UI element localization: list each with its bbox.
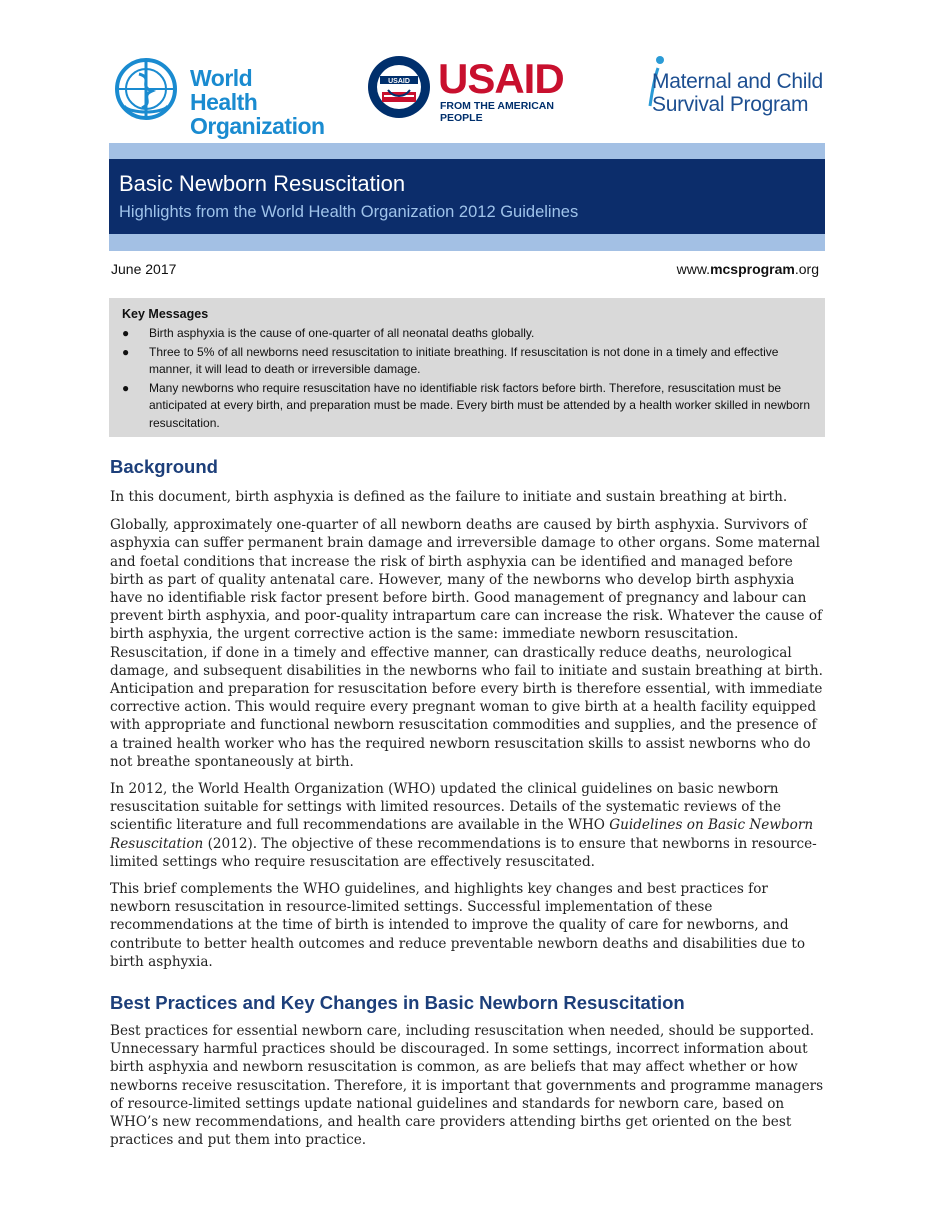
guidelines-citation: Guidelines on Basic Newborn Resuscitation: [110, 817, 814, 852]
who-emblem-icon: [110, 56, 182, 122]
banner-bottom-stripe: [109, 234, 825, 251]
main-content: [110, 456, 826, 1150]
key-messages-title: Key Messages: [122, 307, 209, 321]
usaid-logo: [366, 52, 598, 124]
document-title: Basic Newborn Resuscitation: [119, 171, 406, 196]
usaid-wordmark: USAID: [438, 55, 564, 102]
bullet-icon: ●: [122, 326, 130, 340]
key-messages-list: [122, 325, 812, 433]
title-banner: [109, 159, 825, 234]
document-subtitle: Highlights from the World Health Organization 2012 Guidelines: [119, 203, 579, 221]
bullet-icon: ●: [122, 380, 130, 395]
best-practices-paragraph-1: Best practices for essential newborn care, including resuscitation when needed, should be supported. Unnecessary harmful practices should be discouraged. In some settings, incorrect information about birth asphyxia and newborn resuscitation is common, as are beliefs that may affect whether or how newborns receive resuscitation. Therefore, it is important that governments and programme managers of resource-limited settings update national guidelines and standards for newborn care, based on WHO’s new recommendations, and health care providers attending births get oriented on the best practices and put them into practice.: [110, 1023, 824, 1149]
bullet-icon: ●: [122, 344, 130, 359]
key-messages-box: [109, 298, 825, 437]
best-practices-heading: Best Practices and Key Changes in Basic Newborn Resuscitation: [110, 992, 685, 1014]
svg-text:USAID: USAID: [388, 78, 410, 85]
mcsp-wordmark: Maternal and Child Survival Program: [652, 70, 823, 116]
key-message-item: ● Birth asphyxia is the cause of one-quarter of all neonatal deaths globally.: [122, 325, 812, 343]
background-paragraph-3: In 2012, the World Health Organization (WHO) updated the clinical guidelines on basic newborn resuscitation suitable for settings with limited resources. Details of the systematic reviews of the scientific literature and full recommendations are available in the WHO Guidelines on Basic Newborn Resuscitation (2012). The objective of these recommendations is to ensure that newborns in resource-limited settings who require resuscitation are effectively resuscitated.: [110, 781, 817, 870]
background-paragraph-2: Globally, approximately one-quarter of all newborn deaths are caused by birth asphyxia. Survivors of asphyxia can suffer permanent brain damage and irreversible damage to other organs. Some maternal and foetal conditions that increase the risk of birth asphyxia can be identified and managed before birth as part of quality antenatal care. However, many of the newborns who develop birth asphyxia have no identifiable risk factor present before birth. Good management of pregnancy and labour can prevent birth asphyxia, and poor-quality intrapartum care can increase the risk. Whatever the cause of birth asphyxia, the urgent corrective action is the same: immediate newborn resuscitation. Resuscitation, if done in a timely and effective manner, can drastically reduce deaths, neurological damage, and subsequent disabilities in the newborns who fail to initiate and sustain breathing at birth. Anticipation and preparation for resuscitation before every birth is therefore essential, with immediate corrective action. This would require every pregnant woman to give birth at a health facility equipped with appropriate and functional newborn resuscitation commodities and supplies, and the presence of a trained health worker who has the required newborn resuscitation skills to assist newborns who do not breathe spontaneously at birth.: [110, 517, 823, 770]
who-wordmark: World Health Organization: [190, 65, 325, 139]
usaid-seal-icon: [366, 54, 432, 120]
publication-date: June 2017: [111, 261, 177, 277]
website-link[interactable]: www.mcsprogram.org: [676, 261, 819, 277]
key-message-item: ● Three to 5% of all newborns need resuscitation to initiate breathing. If resuscitation is not done in a timely and effective manner, it will lead to death or irreversible damage.: [122, 344, 779, 376]
background-paragraph-4: This brief complements the WHO guidelines, and highlights key changes and best practices for newborn resuscitation in resource-limited settings. Successful implementation of these recommendations at the time of birth is intended to improve the quality of care for newborns, and contribute to better health outcomes and reduce preventable newborn deaths and disabilities due to birth asphyxia.: [110, 881, 806, 970]
background-paragraph-1: In this document, birth asphyxia is defined as the failure to initiate and sustain breathing at birth.: [110, 489, 788, 505]
who-logo: [110, 56, 325, 139]
banner-top-stripe: [109, 143, 825, 159]
logo-bar: [110, 52, 826, 139]
usaid-tagline: FROM THE AMERICAN PEOPLE: [440, 100, 554, 124]
key-message-item: ● Many newborns who require resuscitation have no identifiable risk factors before birth. Therefore, resuscitation must be anticipated at every birth, and preparation must be made. Every birth must be attended by a health worker skilled in newborn resuscitation.: [122, 380, 811, 430]
background-heading: Background: [110, 456, 218, 477]
mcsp-logo: [648, 54, 828, 122]
